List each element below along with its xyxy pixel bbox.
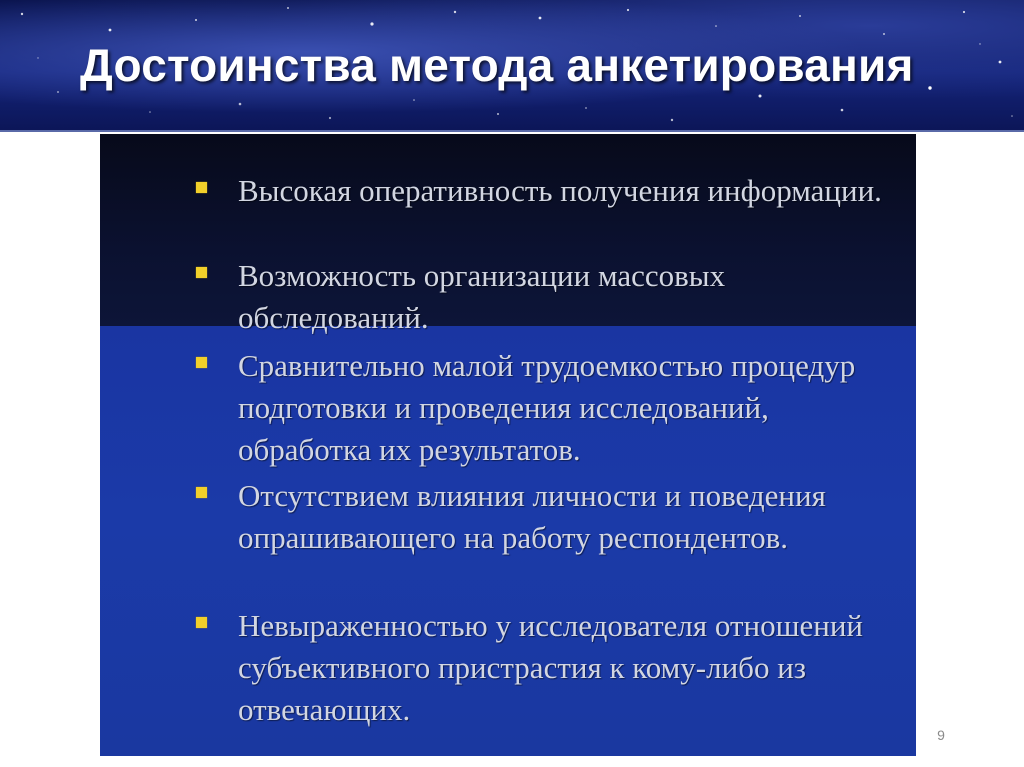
- bullet-text: Высокая оперативность получения информации.: [238, 173, 882, 208]
- bullet-text: Сравнительно малой трудоемкостью процедур подготовки и проведения исследований, обработка их результатов.: [238, 348, 856, 467]
- square-bullet-icon: [196, 617, 207, 628]
- square-bullet-icon: [196, 182, 207, 193]
- bullet-text: Отсутствием влияния личности и поведения опрашивающего на работу респондентов.: [238, 478, 826, 555]
- content-panel: [100, 134, 916, 756]
- bullet-text: Невыраженностью у исследователя отношений субъективного пристрастия к кому-либо из отвечающих.: [238, 608, 863, 727]
- slide-header: [0, 0, 1024, 130]
- slide-title: Достоинства метода анкетирования: [80, 39, 914, 91]
- square-bullet-icon: [196, 357, 207, 368]
- bullet-text: Возможность организации массовых обследований.: [238, 258, 726, 335]
- square-bullet-icon: [196, 267, 207, 278]
- square-bullet-icon: [196, 487, 207, 498]
- page-number: 9: [937, 727, 945, 743]
- header-divider: [0, 130, 1024, 132]
- advantages-list: [100, 134, 916, 756]
